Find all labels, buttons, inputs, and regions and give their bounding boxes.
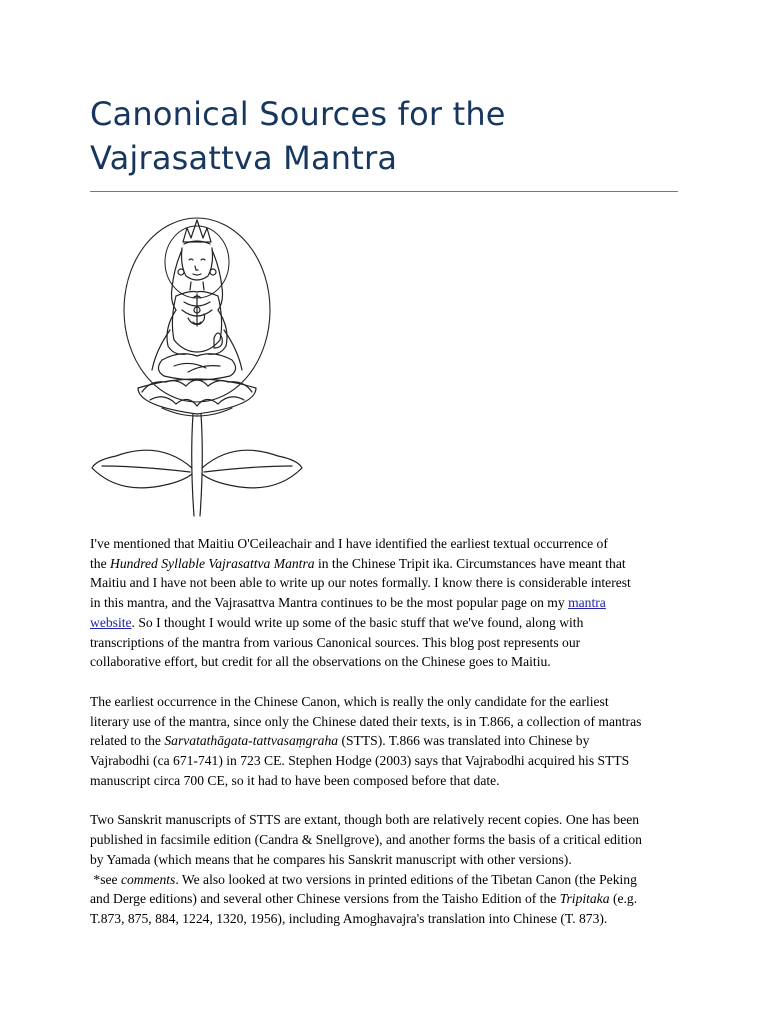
text-line: the Hundred Syllable Vajrasattva Mantra in the Chinese Tripit ika. Circumstances have meant that <box>90 555 626 571</box>
text-line: manuscript circa 700 CE, so it had to have been composed before that date. <box>90 772 500 788</box>
emphasis: Tripitaka <box>559 891 610 907</box>
text-line: website. So I thought I would write up some of the basic stuff that we've found, along with <box>90 614 584 630</box>
title-line-1: Canonical Sources for the <box>90 95 506 133</box>
text-line: in this mantra, and the Vajrasattva Mantra continues to be the most popular page on my mantra <box>90 595 606 611</box>
text-line: *see comments. We also looked at two versions in printed editions of the Tibetan Canon (the Peking <box>90 871 637 887</box>
title-line-2: Vajrasattva Mantra <box>90 139 398 177</box>
text-line: Maitiu and I have not been able to write up our notes formally. I know there is considerable interest <box>90 575 631 591</box>
text-line: T.873, 875, 884, 1224, 1320, 1956), including Amoghavajra's translation into Chinese (T. 873). <box>90 910 608 926</box>
emphasis: Hundred Syllable Vajrasattva Mantra <box>110 555 315 571</box>
text-line: related to the Sarvatathāgata-tattvasaṃgraha (STTS). T.866 was translated into Chinese by <box>90 733 590 749</box>
post-body <box>90 534 680 929</box>
page-title <box>90 0 680 180</box>
text-line: transcriptions of the mantra from various Canonical sources. This blog post represents our <box>90 634 581 650</box>
paragraph-3 <box>90 810 680 928</box>
text-line: published in facsimile edition (Candra & Snellgrove), and another forms the basis of a critical edition <box>90 832 642 848</box>
paragraph-2 <box>90 692 680 791</box>
text-line: and Derge editions) and several other Chinese versions from the Taisho Edition of the Tripitaka (e.g. <box>90 891 638 907</box>
title-divider <box>90 191 678 192</box>
emphasis: Sarvatathāgata-tattvasaṃgraha <box>164 733 339 749</box>
paragraph-1 <box>90 534 680 672</box>
mantra-website-link[interactable]: mantra <box>568 595 606 611</box>
text-line: Two Sanskrit manuscripts of STTS are extant, though both are relatively recent copies. One has been <box>90 812 640 828</box>
text-line: by Yamada (which means that he compares his Sanskrit manuscript with other versions). <box>90 851 572 867</box>
text-line: The earliest occurrence in the Chinese Canon, which is really the only candidate for the earliest <box>90 693 609 709</box>
text-line: Vajrabodhi (ca 671-741) in 723 CE. Stephen Hodge (2003) says that Vajrabodhi acquired his STTS <box>90 753 630 769</box>
text-line: literary use of the mantra, since only the Chinese dated their texts, is in T.866, a collection of mantras <box>90 713 642 729</box>
text-line: I've mentioned that Maitiu O'Ceileachair and I have identified the earliest textual occurrence of <box>90 536 608 551</box>
emphasis: comments <box>120 871 176 887</box>
vajrasattva-figure-icon <box>90 210 306 520</box>
blog-post <box>90 0 680 949</box>
mantra-website-link-cont[interactable]: website <box>90 614 132 630</box>
text-line: collaborative effort, but credit for all the observations on the Chinese goes to Maitiu. <box>90 654 551 670</box>
